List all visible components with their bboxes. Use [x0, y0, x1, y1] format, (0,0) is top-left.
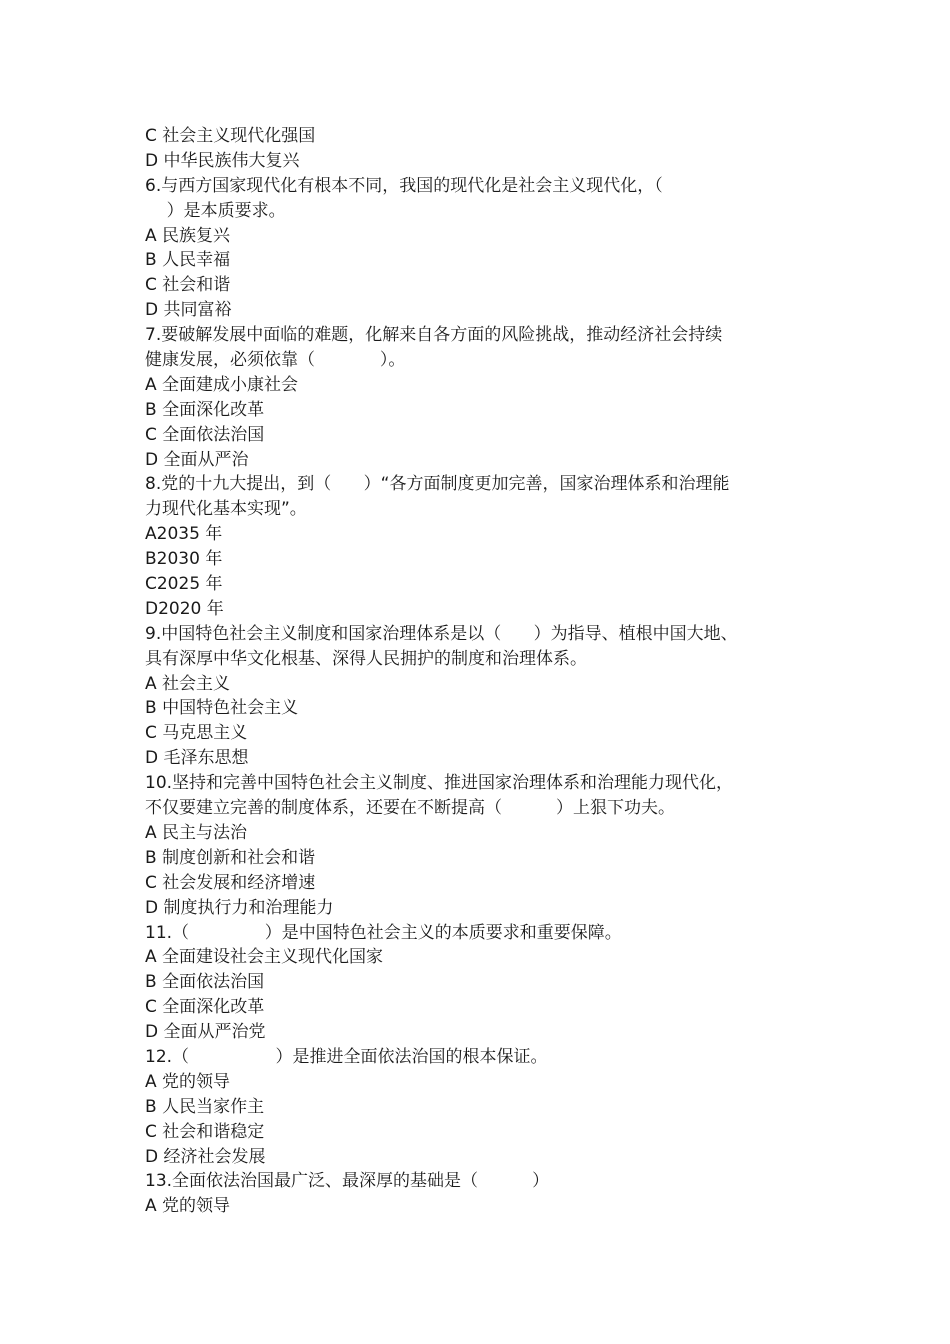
answer-option-line: A2035 年: [145, 524, 223, 545]
question-text-line: 6.与西方国家现代化有根本不同，我国的现代化是社会主义现代化，（: [145, 175, 663, 196]
answer-option-line: D 经济社会发展: [145, 1146, 266, 1167]
question-text-line: 不仅要建立完善的制度体系，还要在不断提高（ ）上狠下功夫。: [145, 798, 676, 819]
answer-option-line: C 全面依法治国: [145, 424, 265, 445]
answer-option-line: D 共同富裕: [145, 300, 232, 321]
answer-option-line: C 社会主义现代化强国: [145, 126, 316, 146]
question-text-line: 11.（ ）是中国特色社会主义的本质要求和重要保障。: [145, 922, 622, 943]
question-text-line: 9.中国特色社会主义制度和国家治理体系是以（ ）为指导、植根中国大地、: [145, 623, 738, 644]
answer-option-line: D 全面从严治党: [145, 1022, 266, 1043]
question-text-line: 具有深厚中华文化根基、深得人民拥护的制度和治理体系。: [145, 648, 587, 669]
answer-option-line: A 全面建设社会主义现代化国家: [145, 947, 384, 968]
answer-option-line: C 全面深化改革: [145, 997, 265, 1018]
answer-option-line: C 社会发展和经济增速: [145, 872, 316, 893]
answer-option-line: B 全面依法治国: [145, 972, 265, 993]
question-text-line: 13.全面依法治国最广泛、最深厚的基础是（ ）: [145, 1171, 550, 1192]
answer-option-line: A 党的领导: [145, 1196, 231, 1217]
answer-option-line: A 全面建成小康社会: [145, 374, 299, 395]
question-text-line: 10.坚持和完善中国特色社会主义制度、推进国家治理体系和治理能力现代化，: [145, 773, 734, 794]
question-text-line: 8.党的十九大提出，到（ ）“各方面制度更加完善，国家治理体系和治理能: [145, 474, 730, 495]
answer-option-line: D 毛泽东思想: [145, 748, 249, 769]
question-text-line: 7.要破解发展中面临的难题，化解来自各方面的风险挑战，推动经济社会持续: [145, 325, 723, 346]
answer-option-line: A 民族复兴: [145, 225, 231, 246]
answer-option-line: D 制度执行力和治理能力: [145, 897, 334, 918]
question-text-line: 力现代化基本实现”。: [145, 499, 307, 520]
answer-option-line: C 社会和谐稳定: [145, 1121, 265, 1142]
answer-option-line: A 党的领导: [145, 1071, 231, 1092]
answer-option-line: D2020 年: [145, 598, 224, 619]
answer-option-line: B 制度创新和社会和谐: [145, 847, 316, 868]
answer-option-line: B 人民幸福: [145, 250, 231, 271]
answer-option-line: A 民主与法治: [145, 822, 248, 843]
question-text-line: ）是本质要求。: [145, 200, 286, 221]
question-list: [145, 124, 810, 1219]
answer-option-line: C 马克思主义: [145, 723, 248, 744]
answer-option-line: B 人民当家作主: [145, 1096, 265, 1117]
answer-option-line: A 社会主义: [145, 673, 231, 694]
answer-option-line: C 社会和谐: [145, 275, 231, 296]
answer-option-line: B2030 年: [145, 549, 223, 570]
answer-option-line: B 全面深化改革: [145, 399, 265, 420]
answer-option-line: D 全面从严治: [145, 449, 249, 470]
answer-option-line: D 中华民族伟大复兴: [145, 150, 300, 171]
answer-option-line: C2025 年: [145, 574, 223, 595]
answer-option-line: B 中国特色社会主义: [145, 698, 299, 719]
question-text-line: 健康发展，必须依靠（ ）。: [145, 350, 406, 371]
question-text-line: 12.（ ）是推进全面依法治国的根本保证。: [145, 1046, 548, 1067]
